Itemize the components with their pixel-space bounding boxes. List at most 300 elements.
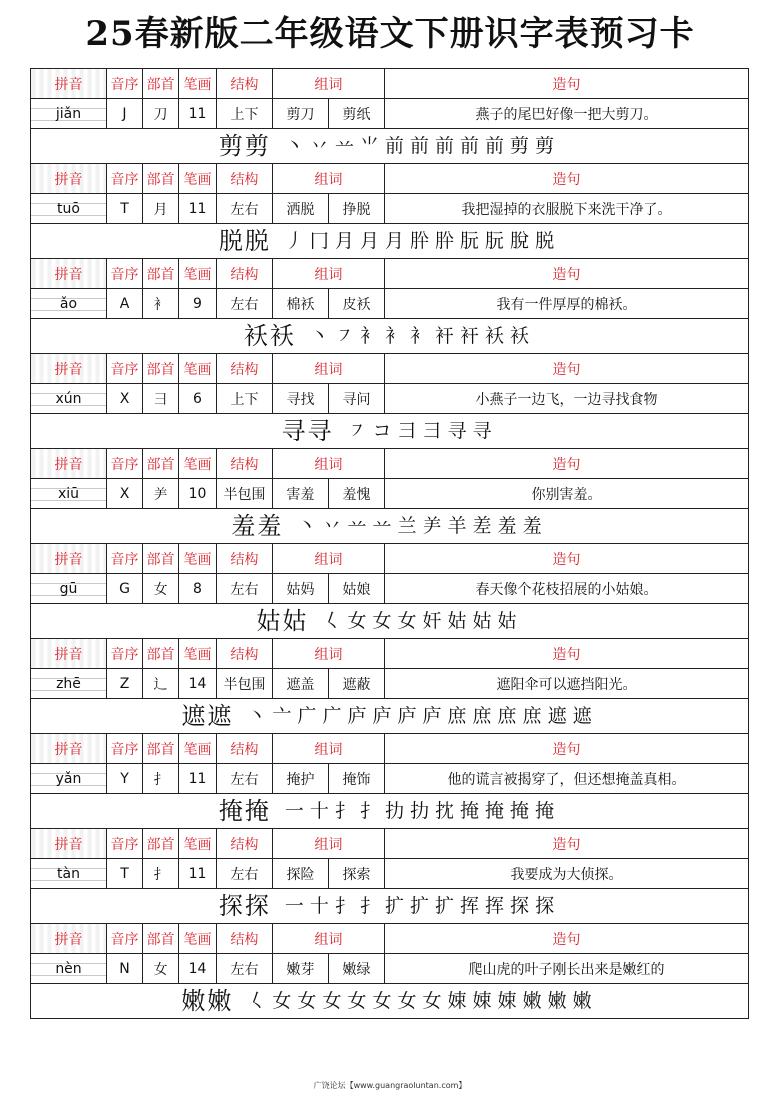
stroke-step: 女	[397, 610, 417, 632]
preview-card-sheet	[30, 68, 748, 1019]
header-order: 音序	[107, 69, 143, 99]
big-character: 寻	[281, 417, 306, 445]
header-row	[31, 829, 749, 859]
header-sentence: 造句	[385, 924, 749, 954]
header-sentence: 造句	[385, 69, 749, 99]
header-radical: 部首	[143, 354, 179, 384]
header-structure: 结构	[217, 69, 273, 99]
big-character: 掩	[218, 797, 243, 825]
stroke-step: 女	[397, 990, 417, 1012]
stroke-step: 前	[485, 135, 505, 157]
word-cell: 嫩绿	[329, 954, 385, 984]
word-cell: 寻问	[329, 384, 385, 414]
radical-cell: 扌	[143, 764, 179, 794]
header-words: 组词	[273, 544, 385, 574]
header-sentence: 造句	[385, 639, 749, 669]
pinyin-cell: xún	[31, 384, 107, 414]
structure-cell: 半包围	[217, 669, 273, 699]
stroke-step: 朊	[460, 230, 480, 252]
stroke-step: 前	[409, 135, 429, 157]
sentence-cell: 春天像个花枝招展的小姑娘。	[385, 574, 749, 604]
stroke-step: 女	[272, 990, 292, 1012]
header-sentence: 造句	[385, 449, 749, 479]
stroke-step: 娕	[447, 990, 467, 1012]
stroke-step: 丷	[322, 515, 342, 537]
radical-cell: 辶	[143, 669, 179, 699]
stroke-step: 前	[384, 135, 404, 157]
stroke-step: 女	[297, 990, 317, 1012]
word-cell: 皮袄	[329, 289, 385, 319]
order-letter-cell: T	[107, 194, 143, 224]
header-words: 组词	[273, 164, 385, 194]
big-character: 遮	[181, 702, 206, 730]
word-cell: 棉袄	[273, 289, 329, 319]
stroke-step: 䒑	[372, 515, 392, 537]
stroke-step: コ	[372, 420, 392, 442]
stroke-step: 前	[435, 135, 455, 157]
order-letter-cell: Y	[107, 764, 143, 794]
header-row	[31, 544, 749, 574]
info-row	[31, 194, 749, 224]
big-character: 剪	[244, 132, 269, 160]
stroke-step: 扌	[334, 895, 354, 917]
header-order: 音序	[107, 544, 143, 574]
stroke-order-cell	[31, 509, 749, 544]
word-cell: 遮蔽	[329, 669, 385, 699]
stroke-step: 扐	[409, 800, 429, 822]
stroke-step: 挥	[460, 895, 480, 917]
header-sentence: 造句	[385, 259, 749, 289]
stroke-step: 扩	[384, 895, 404, 917]
stroke-step: 寻	[447, 420, 467, 442]
header-sentence: 造句	[385, 829, 749, 859]
header-strokes: 笔画	[179, 924, 217, 954]
order-letter-cell: T	[107, 859, 143, 889]
sentence-cell: 燕子的尾巴好像一把大剪刀。	[385, 99, 749, 129]
stroke-count-cell: 11	[179, 99, 217, 129]
word-cell: 羞愧	[329, 479, 385, 509]
stroke-order-cell	[31, 984, 749, 1019]
big-character: 姑	[256, 607, 281, 635]
word-cell: 掩饰	[329, 764, 385, 794]
stroke-step: 衦	[435, 325, 455, 347]
stroke-sequence	[285, 129, 560, 163]
word-cell: 姑妈	[273, 574, 329, 604]
header-pinyin: 拼音	[31, 164, 107, 194]
stroke-order-row	[31, 889, 749, 924]
stroke-step: 遮	[572, 705, 592, 727]
radical-cell: ⺶	[143, 479, 179, 509]
stroke-step: 掩	[510, 800, 530, 822]
big-character: 袄	[269, 322, 294, 350]
stroke-step: 掩	[460, 800, 480, 822]
stroke-step: 庶	[497, 705, 517, 727]
stroke-order-cell	[31, 224, 749, 259]
info-row	[31, 99, 749, 129]
stroke-step: 扌	[359, 800, 379, 822]
header-pinyin: 拼音	[31, 69, 107, 99]
stroke-step: 庐	[422, 705, 442, 727]
radical-cell: 扌	[143, 859, 179, 889]
header-row	[31, 639, 749, 669]
header-strokes: 笔画	[179, 734, 217, 764]
stroke-step: 差	[472, 515, 492, 537]
order-letter-cell: A	[107, 289, 143, 319]
stroke-order-row	[31, 604, 749, 639]
stroke-sequence	[310, 319, 535, 353]
stroke-step: 探	[510, 895, 530, 917]
stroke-count-cell: 11	[179, 859, 217, 889]
stroke-step: 衤	[409, 325, 429, 347]
stroke-step: 肸	[409, 230, 429, 252]
header-structure: 结构	[217, 259, 273, 289]
big-character: 羞	[257, 512, 282, 540]
stroke-step: 遮	[547, 705, 567, 727]
order-letter-cell: G	[107, 574, 143, 604]
stroke-order-cell	[31, 794, 749, 829]
pinyin-cell: gū	[31, 574, 107, 604]
stroke-order-cell	[31, 889, 749, 924]
stroke-step: 女	[347, 610, 367, 632]
stroke-step: 丶	[247, 705, 267, 727]
structure-cell: 左右	[217, 289, 273, 319]
stroke-count-cell: 14	[179, 954, 217, 984]
big-character: 探	[218, 892, 243, 920]
word-cell: 洒脱	[273, 194, 329, 224]
stroke-step: 兰	[397, 515, 417, 537]
word-cell: 害羞	[273, 479, 329, 509]
info-row	[31, 859, 749, 889]
stroke-step: 𡿨	[322, 610, 342, 632]
stroke-step: 羊	[447, 515, 467, 537]
header-words: 组词	[273, 354, 385, 384]
stroke-step: 姑	[497, 610, 517, 632]
stroke-step: 脫	[510, 230, 530, 252]
pinyin-cell: tàn	[31, 859, 107, 889]
stroke-step: 亠	[272, 705, 292, 727]
structure-cell: 上下	[217, 99, 273, 129]
header-order: 音序	[107, 354, 143, 384]
stroke-step: 䒑	[347, 515, 367, 537]
sentence-cell: 他的谎言被揭穿了，但还想掩盖真相。	[385, 764, 749, 794]
header-strokes: 笔画	[179, 69, 217, 99]
big-character: 羞	[231, 512, 256, 540]
structure-cell: 左右	[217, 764, 273, 794]
stroke-step: 剪	[535, 135, 555, 157]
stroke-step: 月	[384, 230, 404, 252]
stroke-order-row	[31, 699, 749, 734]
header-strokes: 笔画	[179, 354, 217, 384]
stroke-sequence	[322, 604, 522, 638]
stroke-step: 奸	[422, 610, 442, 632]
header-radical: 部首	[143, 259, 179, 289]
stroke-sequence	[285, 794, 560, 828]
stroke-step: 庶	[472, 705, 492, 727]
stroke-step: 羞	[522, 515, 542, 537]
header-row	[31, 259, 749, 289]
radical-cell: 女	[143, 574, 179, 604]
pinyin-cell: zhē	[31, 669, 107, 699]
stroke-step: 娕	[472, 990, 492, 1012]
word-cell: 寻找	[273, 384, 329, 414]
header-order: 音序	[107, 449, 143, 479]
info-row	[31, 954, 749, 984]
stroke-step: 扩	[409, 895, 429, 917]
word-cell: 嫩芽	[273, 954, 329, 984]
stroke-step: ㇇	[347, 420, 367, 442]
stroke-step: 挥	[485, 895, 505, 917]
stroke-step: 月	[334, 230, 354, 252]
stroke-step: 寻	[472, 420, 492, 442]
order-letter-cell: X	[107, 479, 143, 509]
header-words: 组词	[273, 449, 385, 479]
header-pinyin: 拼音	[31, 829, 107, 859]
info-row	[31, 669, 749, 699]
header-order: 音序	[107, 734, 143, 764]
stroke-step: 𡿨	[247, 990, 267, 1012]
word-cell: 挣脱	[329, 194, 385, 224]
stroke-step: 扩	[435, 895, 455, 917]
info-row	[31, 479, 749, 509]
header-structure: 结构	[217, 449, 273, 479]
sentence-cell: 爬山虎的叶子刚长出来是嫩红的	[385, 954, 749, 984]
stroke-step: 抌	[435, 800, 455, 822]
word-cell: 剪纸	[329, 99, 385, 129]
sentence-cell: 遮阳伞可以遮挡阳光。	[385, 669, 749, 699]
stroke-step: 掩	[535, 800, 555, 822]
stroke-step: 嫩	[572, 990, 592, 1012]
stroke-step: ⺶	[422, 515, 442, 537]
big-character: 脱	[218, 227, 243, 255]
stroke-step: 一	[284, 895, 304, 917]
stroke-step: 女	[347, 990, 367, 1012]
stroke-step: 庶	[522, 705, 542, 727]
header-strokes: 笔画	[179, 544, 217, 574]
header-row	[31, 449, 749, 479]
header-radical: 部首	[143, 639, 179, 669]
stroke-step: 女	[422, 990, 442, 1012]
stroke-step: 丶	[309, 325, 329, 347]
header-pinyin: 拼音	[31, 449, 107, 479]
stroke-step: 探	[535, 895, 555, 917]
stroke-step: 十	[309, 800, 329, 822]
order-letter-cell: J	[107, 99, 143, 129]
header-words: 组词	[273, 924, 385, 954]
radical-cell: 刀	[143, 99, 179, 129]
header-order: 音序	[107, 164, 143, 194]
info-row	[31, 384, 749, 414]
header-order: 音序	[107, 259, 143, 289]
stroke-step: 前	[460, 135, 480, 157]
stroke-count-cell: 9	[179, 289, 217, 319]
header-sentence: 造句	[385, 544, 749, 574]
stroke-sequence	[285, 889, 560, 923]
stroke-step: 剪	[510, 135, 530, 157]
header-structure: 结构	[217, 354, 273, 384]
stroke-step: 䒑	[334, 135, 354, 157]
word-cell: 剪刀	[273, 99, 329, 129]
stroke-step: 羞	[497, 515, 517, 537]
header-pinyin: 拼音	[31, 639, 107, 669]
header-structure: 结构	[217, 164, 273, 194]
radical-cell: 月	[143, 194, 179, 224]
word-cell: 探险	[273, 859, 329, 889]
stroke-order-row	[31, 794, 749, 829]
stroke-count-cell: 6	[179, 384, 217, 414]
stroke-step: ㇇	[334, 325, 354, 347]
info-row	[31, 574, 749, 604]
word-cell: 掩护	[273, 764, 329, 794]
stroke-step: 彐	[397, 420, 417, 442]
pinyin-cell: nèn	[31, 954, 107, 984]
stroke-step: 广	[297, 705, 317, 727]
sentence-cell: 我把湿掉的衣服脱下来洗干净了。	[385, 194, 749, 224]
order-letter-cell: X	[107, 384, 143, 414]
header-pinyin: 拼音	[31, 924, 107, 954]
stroke-step: 十	[309, 895, 329, 917]
big-character: 剪	[218, 132, 243, 160]
header-row	[31, 69, 749, 99]
stroke-sequence	[285, 224, 560, 258]
sentence-cell: 我有一件厚厚的棉袄。	[385, 289, 749, 319]
stroke-sequence	[247, 699, 597, 733]
stroke-step: 衤	[359, 325, 379, 347]
info-row	[31, 289, 749, 319]
stroke-step: 丷	[309, 135, 329, 157]
stroke-order-cell	[31, 414, 749, 449]
header-radical: 部首	[143, 164, 179, 194]
stroke-step: 扐	[384, 800, 404, 822]
radical-cell: 女	[143, 954, 179, 984]
big-character: 探	[244, 892, 269, 920]
header-order: 音序	[107, 829, 143, 859]
radical-cell: 衤	[143, 289, 179, 319]
stroke-count-cell: 14	[179, 669, 217, 699]
stroke-step: 嫩	[522, 990, 542, 1012]
stroke-step: 掩	[485, 800, 505, 822]
header-radical: 部首	[143, 544, 179, 574]
header-radical: 部首	[143, 734, 179, 764]
stroke-step: 脱	[535, 230, 555, 252]
header-pinyin: 拼音	[31, 544, 107, 574]
stroke-step: 丿	[284, 230, 304, 252]
stroke-step: 嫩	[547, 990, 567, 1012]
stroke-sequence	[297, 509, 547, 543]
stroke-order-cell	[31, 319, 749, 354]
header-radical: 部首	[143, 829, 179, 859]
header-sentence: 造句	[385, 734, 749, 764]
stroke-step: 扌	[334, 800, 354, 822]
stroke-step: 庐	[397, 705, 417, 727]
header-strokes: 笔画	[179, 829, 217, 859]
stroke-step: 衤	[384, 325, 404, 347]
stroke-count-cell: 8	[179, 574, 217, 604]
header-order: 音序	[107, 924, 143, 954]
stroke-step: 姑	[472, 610, 492, 632]
pinyin-cell: yǎn	[31, 764, 107, 794]
stroke-step: 庶	[447, 705, 467, 727]
stroke-step: 袄	[510, 325, 530, 347]
order-letter-cell: Z	[107, 669, 143, 699]
stroke-order-row	[31, 319, 749, 354]
stroke-order-cell	[31, 699, 749, 734]
stroke-step: 衦	[460, 325, 480, 347]
stroke-step: 庐	[347, 705, 367, 727]
pinyin-cell: jiǎn	[31, 99, 107, 129]
header-structure: 结构	[217, 639, 273, 669]
stroke-step: ⺌	[359, 135, 379, 157]
structure-cell: 上下	[217, 384, 273, 414]
stroke-step: 一	[284, 800, 304, 822]
stroke-step: 广	[322, 705, 342, 727]
header-structure: 结构	[217, 734, 273, 764]
header-words: 组词	[273, 69, 385, 99]
stroke-step: 丶	[284, 135, 304, 157]
header-words: 组词	[273, 259, 385, 289]
stroke-step: 女	[372, 610, 392, 632]
header-strokes: 笔画	[179, 639, 217, 669]
sentence-cell: 小燕子一边飞，一边寻找食物	[385, 384, 749, 414]
header-strokes: 笔画	[179, 259, 217, 289]
stroke-step: 女	[322, 990, 342, 1012]
stroke-count-cell: 11	[179, 764, 217, 794]
pinyin-cell: tuō	[31, 194, 107, 224]
structure-cell: 半包围	[217, 479, 273, 509]
big-character: 遮	[207, 702, 232, 730]
stroke-sequence	[247, 984, 597, 1018]
radical-cell: 彐	[143, 384, 179, 414]
stroke-step: 袄	[485, 325, 505, 347]
header-order: 音序	[107, 639, 143, 669]
header-pinyin: 拼音	[31, 734, 107, 764]
stroke-order-row	[31, 129, 749, 164]
big-character: 嫩	[181, 987, 206, 1015]
header-row	[31, 734, 749, 764]
footer-source: 广饶论坛【www.guangraoluntan.com】	[313, 1081, 467, 1090]
stroke-order-cell	[31, 604, 749, 639]
stroke-step: 冂	[309, 230, 329, 252]
stroke-order-row	[31, 224, 749, 259]
stroke-sequence	[347, 414, 497, 448]
stroke-count-cell: 11	[179, 194, 217, 224]
header-structure: 结构	[217, 829, 273, 859]
stroke-step: 娕	[497, 990, 517, 1012]
header-words: 组词	[273, 734, 385, 764]
stroke-step: 朊	[485, 230, 505, 252]
sentence-cell: 我要成为大侦探。	[385, 859, 749, 889]
structure-cell: 左右	[217, 954, 273, 984]
header-sentence: 造句	[385, 164, 749, 194]
structure-cell: 左右	[217, 574, 273, 604]
header-words: 组词	[273, 829, 385, 859]
header-row	[31, 924, 749, 954]
header-pinyin: 拼音	[31, 259, 107, 289]
header-strokes: 笔画	[179, 449, 217, 479]
big-character: 寻	[307, 417, 332, 445]
stroke-step: 丶	[297, 515, 317, 537]
big-character: 嫩	[207, 987, 232, 1015]
header-structure: 结构	[217, 924, 273, 954]
stroke-step: 扌	[359, 895, 379, 917]
header-row	[31, 164, 749, 194]
word-cell: 遮盖	[273, 669, 329, 699]
big-character: 袄	[243, 322, 268, 350]
header-radical: 部首	[143, 449, 179, 479]
structure-cell: 左右	[217, 194, 273, 224]
pinyin-cell: ǎo	[31, 289, 107, 319]
stroke-count-cell: 10	[179, 479, 217, 509]
header-words: 组词	[273, 639, 385, 669]
